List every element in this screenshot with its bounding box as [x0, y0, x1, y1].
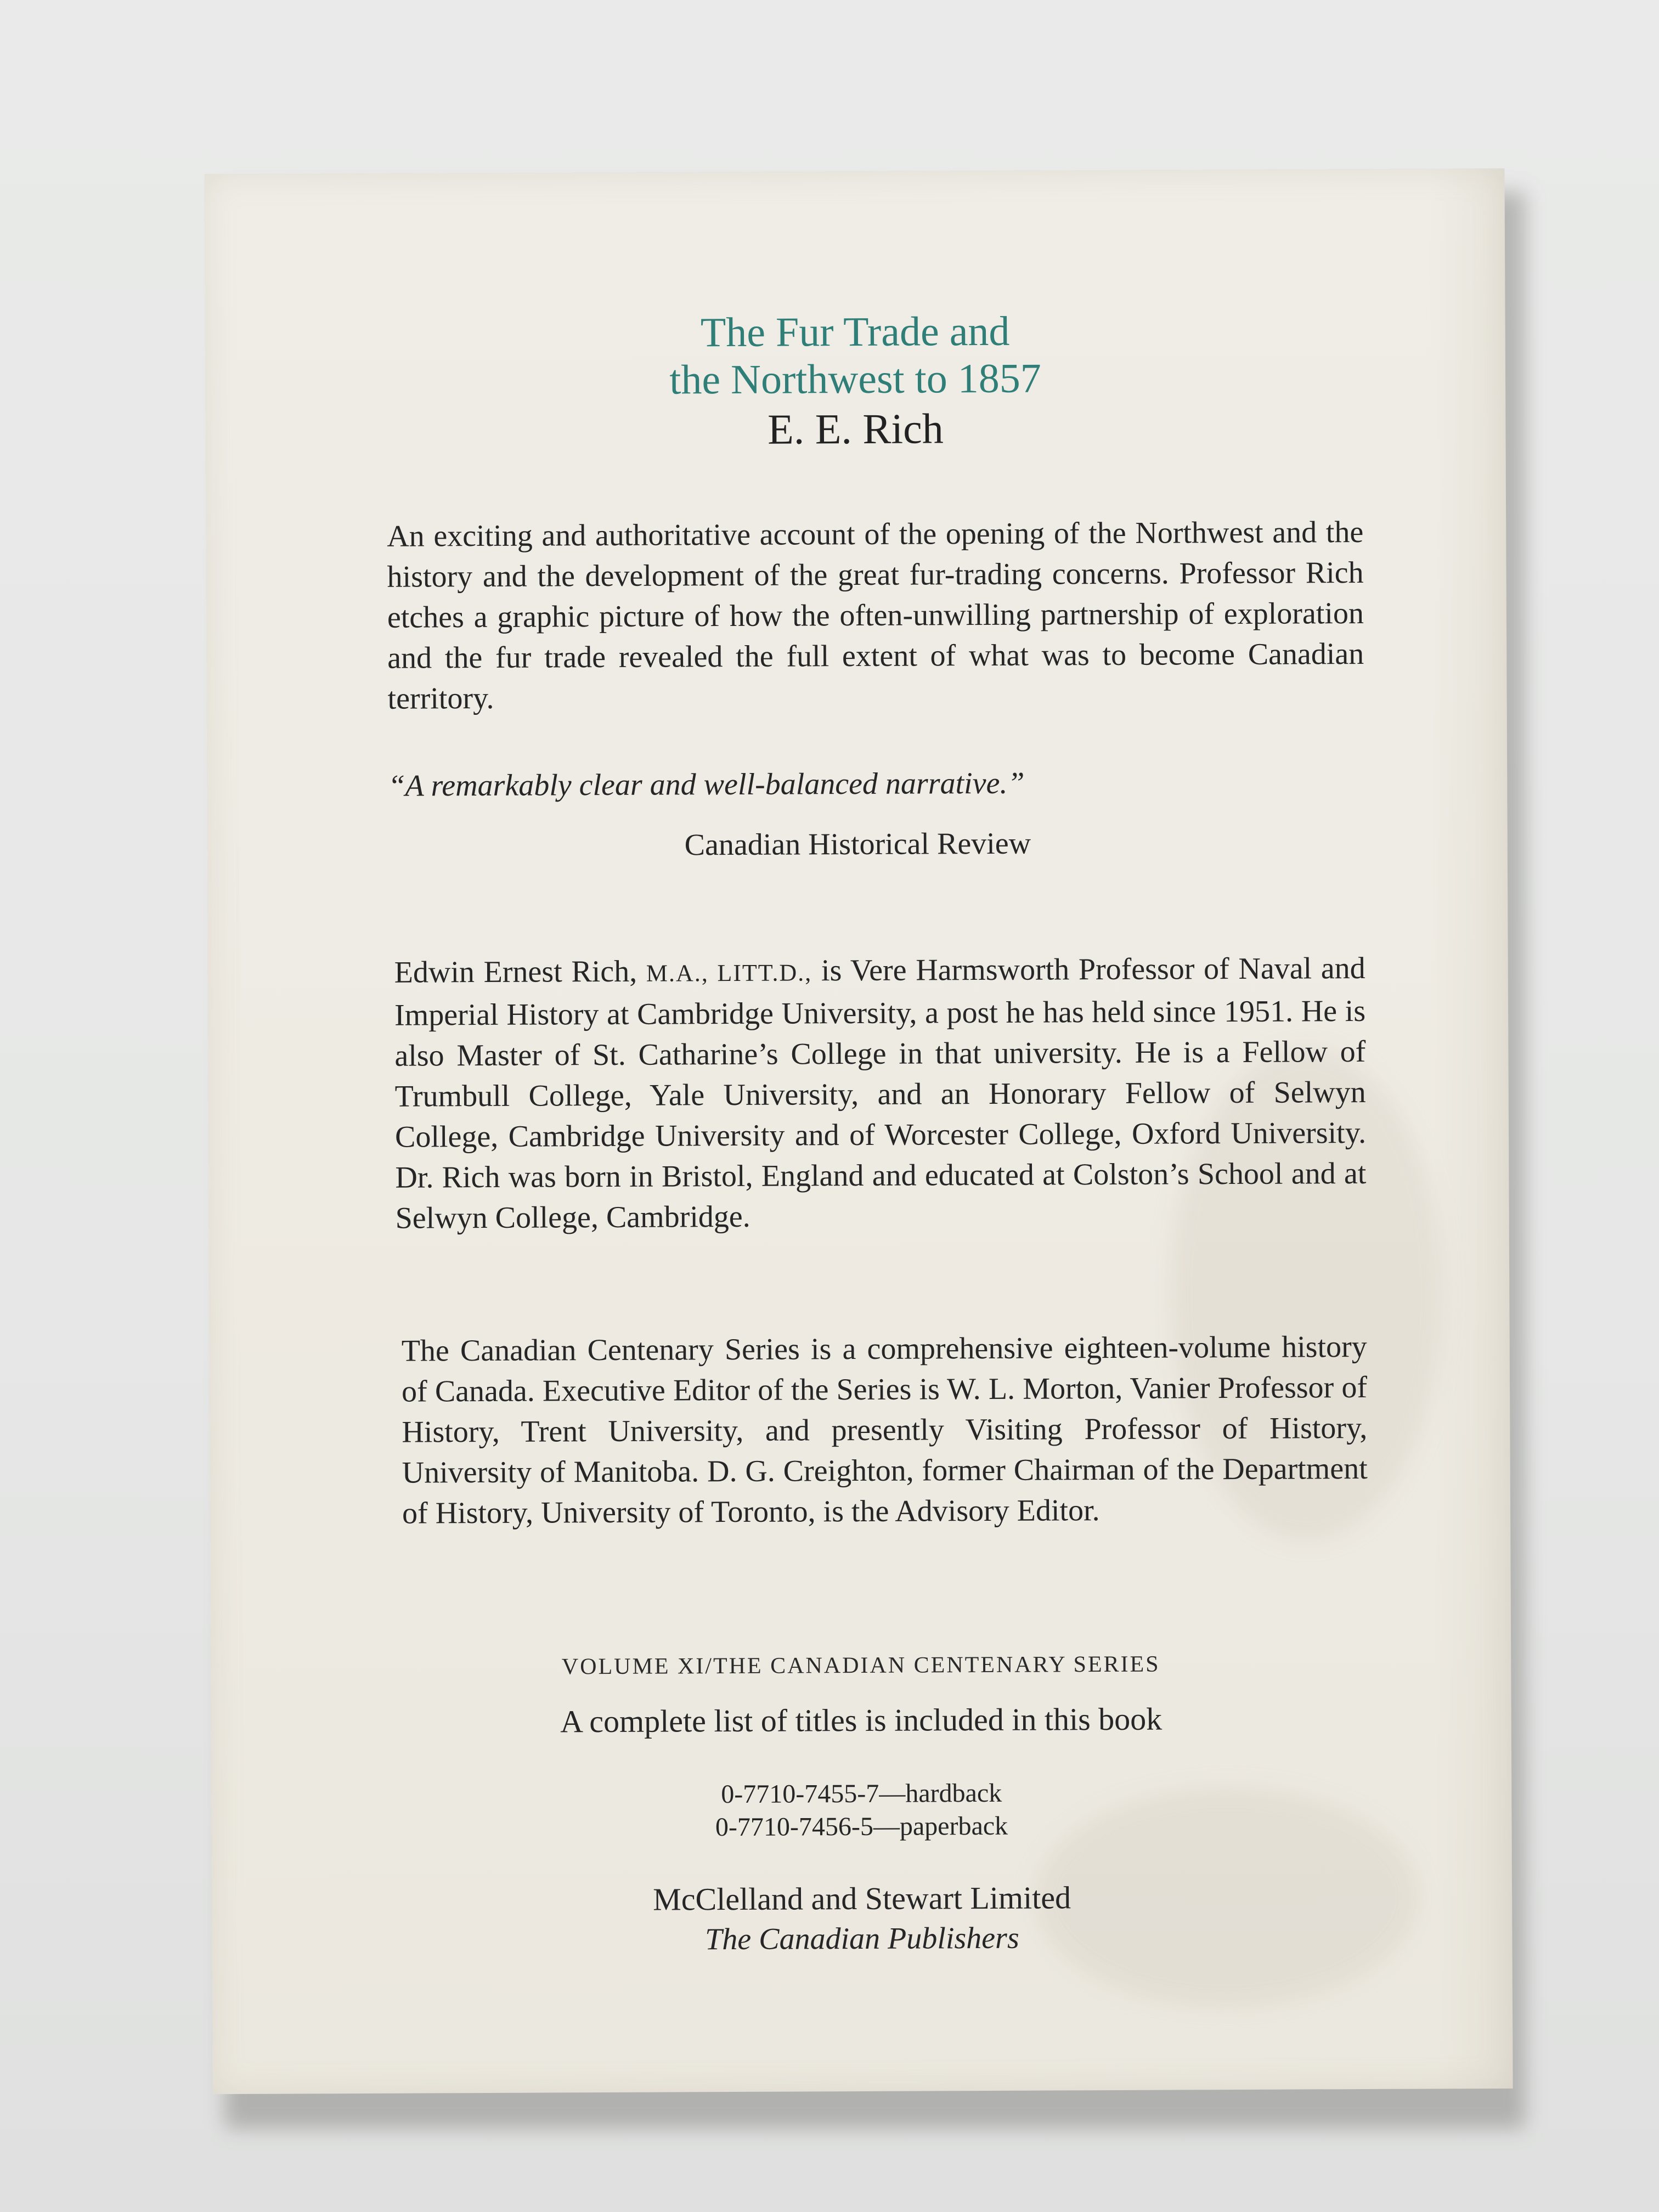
- bio-text: is Vere Harmsworth Professor of Naval and Imperial History at Cambridge University, a post he has held since 1951. He is also Master of St. Catharine’s College in that university. He is a Fellow of Trumbull College, Yale University, and an Honorary Fellow of Selwyn College, Cambridge University and of Worcester College, Oxford University. Dr. Rich was born in Bristol, England and educated at Colston’s School and at Selwyn College, Cambridge.: [394, 951, 1367, 1235]
- bio-name: Edwin Ernest Rich,: [394, 954, 646, 990]
- isbn-hardback: 0-7710-7455-7—hardback: [721, 1778, 1002, 1809]
- author-bio-paragraph: [394, 948, 1367, 1239]
- series-paragraph: The Canadian Centenary Series is a comprehensive eighteen-volume history of Canada. Executive Editor of the Series is W. L. Morton, Vanier Professor of History, Trent University, and presently Visiting Professor of History, University of Manitoba. D. G. Creighton, former Chairman of the Department of History, University of Toronto, is the Advisory Editor.: [401, 1329, 1368, 1531]
- title-block: [205, 306, 1505, 458]
- book-back-cover: [204, 168, 1513, 2094]
- description-paragraph: An exciting and authoritative account of the opening of the Northwest and the history and the development of the great fur-trading concerns. Professor Rich etches a graphic picture of how the often-unwilling partnership of exploration and the fur trade revealed the full extent of what was to become Canadian territory.: [387, 515, 1364, 716]
- isbn-paperback: 0-7710-7456-5—paperback: [715, 1811, 1008, 1842]
- volume-label: VOLUME XI/THE CANADIAN CENTENARY SERIES: [561, 1651, 1160, 1680]
- publisher-tagline: The Canadian Publishers: [705, 1921, 1019, 1957]
- review-quote: “A remarkably clear and well-balanced narrative.”: [388, 766, 1025, 803]
- book-author: E. E. Rich: [767, 404, 944, 453]
- review-source: Canadian Historical Review: [684, 826, 1031, 862]
- publisher-name: McClelland and Stewart Limited: [653, 1880, 1071, 1917]
- bio-degrees: M.A., LITT.D.,: [646, 959, 812, 987]
- book-title-line-1: The Fur Trade and: [700, 308, 1010, 356]
- complete-list-note: A complete list of titles is included in this book: [560, 1701, 1163, 1740]
- book-title-line-2: the Northwest to 1857: [669, 355, 1041, 403]
